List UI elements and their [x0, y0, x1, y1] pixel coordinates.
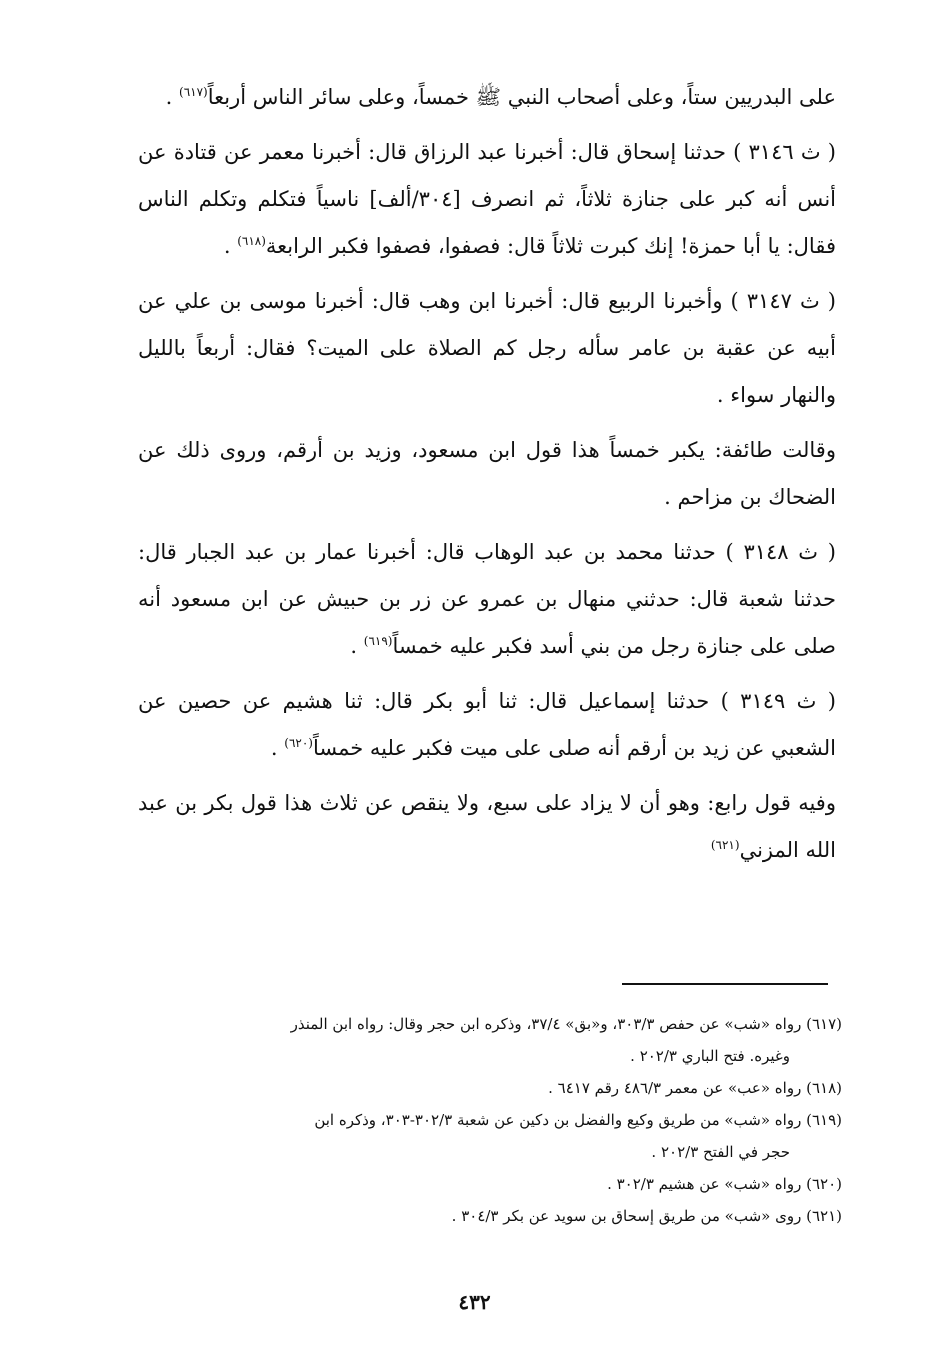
footnote-621: (٦٢١) روى «شب» من طريق إسحاق بن سويد عن بكر ٣٠٤/٣ . [451, 1207, 842, 1225]
footnote-separator [622, 983, 828, 985]
paragraph-2: ( ث ٣١٤٦ ) حدثنا إسحاق قال: أخبرنا عبد الرزاق قال: أخبرنا معمر عن قتادة عن أنس أنه كبر على جنازة ثلاثاً، ثم انصرف [٣٠٤/ألف] ناسياً فتكلم وتكلم الناس فقال: يا أبا حمزة! إنك كبرت ثلاثاً قال: فصفوا، فصفوا فكبر الرابعة$^{(٦١٨)}$ . [138, 140, 837, 258]
footnote-619: (٦١٩) رواه «شب» من طريق وكيع والفضل بن دكين عن شعبة ٣٠٢/٣-٣٠٣، وذكره ابن حجر في الفتح ٢٠٢/٣ . [314, 1111, 842, 1161]
paragraph-5: ( ث ٣١٤٨ ) حدثنا محمد بن عبد الوهاب قال: أخبرنا عمار بن عبد الجبار قال: حدثنا شعبة قال: حدثني منهال بن عمرو عن زر بن حبيش عن ابن مسعود أنه صلى على جنازة رجل من بني أسد فكبر عليه خمساً$^{(٦١٩)}$ . [138, 540, 836, 658]
footnotes [134, 1008, 842, 1232]
footnote-ref: (٦١٧) [179, 85, 208, 99]
paragraph-1: على البدريين ستاً، وعلى أصحاب النبي ﷺ خمساً، وعلى سائر الناس أربعاً$^{(٦١٧)}$ . [165, 85, 836, 109]
footnote-ref: (٦٢٠) [284, 736, 313, 750]
paragraph-3: ( ث ٣١٤٧ ) وأخبرنا الربيع قال: أخبرنا ابن وهب قال: أخبرنا موسى بن علي عن أبيه عن عقبة بن عامر سأله رجل كم الصلاة على الميت؟ فقال: أربعاً بالليل والنهار سواء . [138, 289, 836, 407]
footnote-618: (٦١٨) رواه «عب» عن معمر ٤٨٦/٣ رقم ٦٤١٧ . [548, 1079, 842, 1097]
main-text [138, 74, 836, 882]
footnote-617: (٦١٧) رواه «شب» عن حفص ٣٠٣/٣، و«بق» ٣٧/٤، وذكره ابن حجر وقال: رواه ابن المنذر وغيره. فتح الباري ٢٠٢/٣ . [290, 1015, 842, 1065]
footnote-ref: (٦١٩) [363, 634, 393, 648]
page-number: ٤٣٢ [458, 1290, 491, 1314]
paragraph-4: وقالت طائفة: يكبر خمساً هذا قول ابن مسعود، وزيد بن أرقم، وروى ذلك عن الضحاك بن مزاحم . [138, 438, 836, 509]
paragraph-7: وفيه قول رابع: وهو أن لا يزاد على سبع، ولا ينقص عن ثلاث هذا قول بكر بن عبد الله المزني$^{(٦٢١)}$ [138, 791, 836, 862]
footnote-620: (٦٢٠) رواه «شب» عن هشيم ٣٠٢/٣ . [607, 1175, 842, 1193]
footnote-ref: (٦٢١) [710, 838, 740, 852]
footnote-ref: (٦١٨) [237, 234, 266, 248]
paragraph-6: ( ث ٣١٤٩ ) حدثنا إسماعيل قال: ثنا أبو بكر قال: ثنا هشيم عن حصين عن الشعبي عن زيد بن أرقم أنه صلى على ميت فكبر عليه خمساً$^{(٦٢٠)}$ . [138, 689, 836, 760]
